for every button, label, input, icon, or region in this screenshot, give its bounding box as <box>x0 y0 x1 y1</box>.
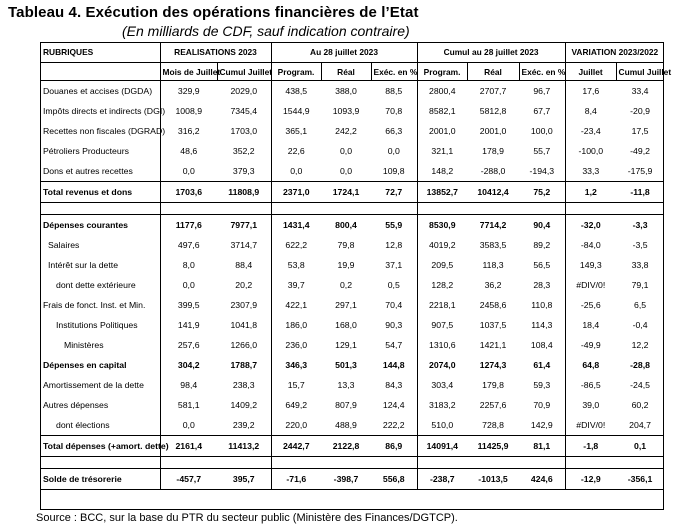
table-cell: 222,2 <box>382 420 405 430</box>
row-label: dont dette extérieure <box>40 275 160 295</box>
table-cell: 89,2 <box>533 240 551 250</box>
table-cell: 17,6 <box>565 81 616 102</box>
table-cell: 114,3 <box>531 320 553 330</box>
table-cell: 178,9 <box>482 146 504 156</box>
table-cell: 13,3 <box>337 380 355 390</box>
table-cell: 17,5 <box>631 126 649 136</box>
table-cell: 1037,5 <box>479 320 507 330</box>
table-cell: 118,3 <box>482 260 504 270</box>
table-cell: 100,0 <box>530 126 553 136</box>
table-cell: 11413,2 <box>217 436 271 457</box>
table-cell: 0,0 <box>387 146 400 156</box>
table-cell: 488,9 <box>335 420 357 430</box>
table-cell: 297,1 <box>335 300 357 310</box>
table-cell: 13852,7 <box>417 182 467 203</box>
table-cell: 3714,7 <box>230 240 258 250</box>
table-cell: 33,4 <box>631 86 649 96</box>
column-header: Cumul Juillet <box>616 63 664 81</box>
spacer-cell <box>519 203 565 215</box>
spacer-cell <box>371 457 417 469</box>
table-cell: 10412,4 <box>467 182 519 203</box>
table-row <box>40 81 664 102</box>
source-note: Source : BCC, sur la base du PTR du secteur public (Ministère des Finances/DGTCP). <box>36 512 458 524</box>
table-title: Tableau 4. Exécution des opérations financières de l’Etat <box>8 4 419 21</box>
table-cell: 20,2 <box>235 280 253 290</box>
table-cell: 59,3 <box>533 380 551 390</box>
table-cell: 8,0 <box>160 255 217 275</box>
table-cell: -3,3 <box>616 215 664 236</box>
table-cell: -1013,5 <box>467 469 519 490</box>
table-cell: 48,6 <box>160 141 217 161</box>
table-cell: 399,5 <box>160 295 217 315</box>
table-cell: 1041,8 <box>230 320 258 330</box>
spacer-row <box>40 457 664 469</box>
table-cell: -100,0 <box>565 141 616 161</box>
spacer-cell <box>217 457 271 469</box>
column-header: Exéc. en % <box>519 63 565 81</box>
table-cell: 4019,2 <box>417 235 467 255</box>
table-cell: 0,0 <box>271 161 321 182</box>
table-cell: 0,5 <box>387 280 400 290</box>
table-cell: 3583,5 <box>479 240 507 250</box>
table-cell: 2800,4 <box>417 81 467 102</box>
table-cell: 236,0 <box>271 335 321 355</box>
table-cell: -3,5 <box>632 240 648 250</box>
spacer-cell <box>417 457 467 469</box>
table-cell: 0,0 <box>160 275 217 295</box>
table-cell: 2257,6 <box>479 400 507 410</box>
row-label: Dons et autres recettes <box>40 161 160 182</box>
table-cell: 365,1 <box>271 121 321 141</box>
table-cell: 149,3 <box>565 255 616 275</box>
table-row <box>40 182 664 203</box>
column-header: Mois de Juillet <box>160 63 217 81</box>
spacer-row <box>40 203 664 215</box>
spacer-cell <box>467 457 519 469</box>
table-row <box>40 215 664 236</box>
spacer-cell <box>217 203 271 215</box>
table-cell: 98,4 <box>160 375 217 395</box>
row-label: Total revenus et dons <box>40 182 160 203</box>
row-label: Dépenses en capital <box>40 355 160 375</box>
table-cell: 142,9 <box>530 420 553 430</box>
table-cell: 1544,9 <box>271 101 321 121</box>
table-cell: 88,5 <box>385 86 403 96</box>
table-cell: -28,8 <box>630 360 650 370</box>
row-label: Dépenses courantes <box>40 215 160 236</box>
table-cell: 2122,8 <box>321 436 371 457</box>
table-cell: 220,0 <box>271 415 321 436</box>
table-row <box>40 235 664 255</box>
table-cell: 1724,1 <box>321 182 371 203</box>
table-cell: 807,9 <box>335 400 357 410</box>
rubriques-header: RUBRIQUES <box>40 42 160 63</box>
table-cell: 60,2 <box>631 400 649 410</box>
table-cell: 186,0 <box>271 315 321 335</box>
table-row <box>40 436 664 457</box>
table-cell: 2001,0 <box>479 126 507 136</box>
table-subtitle: (En milliards de CDF, sauf indication contraire) <box>122 23 410 39</box>
spacer-cell <box>40 457 160 469</box>
column-header: Cumul Juillet <box>217 63 271 81</box>
spacer-cell <box>616 203 664 215</box>
column-header: Juillet <box>565 63 616 81</box>
table-cell: 15,7 <box>271 375 321 395</box>
table-cell: 11808,9 <box>217 182 271 203</box>
table-cell: 90,4 <box>519 215 565 236</box>
table-cell: -175,9 <box>627 166 653 176</box>
row-label: Solde de trésorerie <box>40 469 160 490</box>
table-cell: 3183,2 <box>417 395 467 415</box>
table-cell: -1,8 <box>565 436 616 457</box>
table-cell: -238,7 <box>417 469 467 490</box>
table-cell: 379,3 <box>232 166 255 176</box>
table-cell: 67,7 <box>533 106 551 116</box>
table-cell: 346,3 <box>271 355 321 375</box>
table-cell: 0,2 <box>339 280 353 290</box>
row-label: Frais de fonct. Inst. et Min. <box>40 295 160 315</box>
table-cell: 70,4 <box>385 300 403 310</box>
table-cell: 209,5 <box>417 255 467 275</box>
table-cell: 352,2 <box>232 146 255 156</box>
table-cell: 33,8 <box>631 260 649 270</box>
row-label: Total dépenses (+amort. dette) <box>40 436 160 457</box>
table-cell: 14091,4 <box>417 436 467 457</box>
table-cell: -25,6 <box>565 295 616 315</box>
table-cell: 0,0 <box>160 415 217 436</box>
group-header: Cumul au 28 juillet 2023 <box>417 42 565 63</box>
table-cell: 1409,2 <box>230 400 258 410</box>
table-cell: 1008,9 <box>160 101 217 121</box>
table-cell: 39,0 <box>565 395 616 415</box>
table-cell: 1093,9 <box>332 106 360 116</box>
table-cell: 19,9 <box>337 260 355 270</box>
table-cell: 179,8 <box>482 380 504 390</box>
table-cell: 70,8 <box>385 106 403 116</box>
table-cell: -49,2 <box>630 146 650 156</box>
table-cell: -398,7 <box>321 469 371 490</box>
table-cell: 12,8 <box>385 240 403 250</box>
table-cell: 1421,1 <box>479 340 507 350</box>
table-cell: 168,0 <box>335 320 357 330</box>
table-cell: 0,1 <box>616 436 664 457</box>
row-label: Douanes et accises (DGDA) <box>40 81 160 102</box>
header-row-columns <box>40 63 664 81</box>
spacer-cell <box>467 203 519 215</box>
table-cell: 2442,7 <box>271 436 321 457</box>
table-cell: 64,8 <box>565 355 616 375</box>
table-cell: 329,9 <box>160 81 217 102</box>
column-header: Program. <box>271 63 321 81</box>
table-cell: 8530,9 <box>417 215 467 236</box>
table-cell: 316,2 <box>160 121 217 141</box>
table-row <box>40 275 664 295</box>
table-cell: 28,3 <box>533 280 551 290</box>
table-cell: 33,3 <box>565 161 616 182</box>
table-cell: -71,6 <box>271 469 321 490</box>
row-label: Institutions Politiques <box>40 315 160 335</box>
table-cell: -24,5 <box>630 380 650 390</box>
table-cell: 72,7 <box>371 182 417 203</box>
table-cell: 96,7 <box>533 86 551 96</box>
table-cell: 8582,1 <box>417 101 467 121</box>
table-cell: 321,1 <box>417 141 467 161</box>
table-cell: -32,0 <box>565 215 616 236</box>
row-label: Amortissement de la dette <box>40 375 160 395</box>
table-cell: 2307,9 <box>230 300 258 310</box>
table-cell: -194,3 <box>529 166 555 176</box>
spacer-cell <box>160 457 217 469</box>
table-cell: -23,4 <box>565 121 616 141</box>
table-cell: 388,0 <box>335 86 357 96</box>
table-cell: 2074,0 <box>417 355 467 375</box>
spacer-cell <box>417 203 467 215</box>
table-cell: #DIV/0! <box>565 415 616 436</box>
table-cell: 239,2 <box>232 420 255 430</box>
column-header: Réal <box>321 63 371 81</box>
column-header: Exéc. en % <box>371 63 417 81</box>
table-cell: 8,4 <box>565 101 616 121</box>
table-cell: 304,2 <box>160 355 217 375</box>
table-cell: 1703,0 <box>230 126 258 136</box>
table-cell: 2458,6 <box>479 300 507 310</box>
table-row <box>40 469 664 490</box>
table-cell: 2707,7 <box>479 86 507 96</box>
table-cell: 56,5 <box>533 260 551 270</box>
spacer-cell <box>616 457 664 469</box>
table-row <box>40 375 664 395</box>
spacer-cell <box>40 203 160 215</box>
table-cell: 7714,2 <box>467 215 519 236</box>
table-cell: 39,7 <box>271 275 321 295</box>
table-cell: -84,0 <box>565 235 616 255</box>
row-label: Intérêt sur la dette <box>40 255 160 275</box>
spacer-cell <box>565 203 616 215</box>
table-cell: -12,9 <box>565 469 616 490</box>
table-row <box>40 255 664 275</box>
table-cell: 7345,4 <box>230 106 258 116</box>
spacer-cell <box>565 457 616 469</box>
table-cell: 242,2 <box>335 126 357 136</box>
table-cell: 110,8 <box>531 300 553 310</box>
table-cell: -0,4 <box>632 320 648 330</box>
table-cell: 622,2 <box>271 235 321 255</box>
table-cell: 108,4 <box>530 340 553 350</box>
table-cell: 0,0 <box>339 166 353 176</box>
table-cell: 422,1 <box>271 295 321 315</box>
table-cell: 395,7 <box>217 469 271 490</box>
column-header: Program. <box>417 63 467 81</box>
table-cell: 501,3 <box>335 360 357 370</box>
header-row-groups <box>40 42 664 63</box>
row-label: Impôts directs et indirects (DGI) <box>40 101 160 121</box>
table-cell: -356,1 <box>616 469 664 490</box>
spacer-cell <box>271 457 321 469</box>
table-cell: 54,7 <box>385 340 403 350</box>
table-cell: -49,9 <box>565 335 616 355</box>
spacer-cell <box>271 203 321 215</box>
spacer-cell <box>321 457 371 469</box>
row-label: dont élections <box>40 415 160 436</box>
table-cell: 22,6 <box>271 141 321 161</box>
table-cell: 257,6 <box>160 335 217 355</box>
table-row <box>40 335 664 355</box>
table-cell: 75,2 <box>519 182 565 203</box>
table-cell: 55,7 <box>533 146 551 156</box>
table-cell: 1,2 <box>565 182 616 203</box>
table-cell: 556,8 <box>371 469 417 490</box>
table-cell: 79,8 <box>337 240 355 250</box>
table-cell: -288,0 <box>480 166 506 176</box>
table-cell: 129,1 <box>335 340 357 350</box>
row-label: Recettes non fiscales (DGRAD) <box>40 121 160 141</box>
table-cell: 2371,0 <box>271 182 321 203</box>
group-header: VARIATION 2023/2022 <box>565 42 664 63</box>
table-cell: -20,9 <box>630 106 650 116</box>
table-cell: 800,4 <box>321 215 371 236</box>
financial-operations-table <box>40 42 672 490</box>
table-cell: 581,1 <box>160 395 217 415</box>
table-row <box>40 121 664 141</box>
spacer-cell <box>371 203 417 215</box>
spacer-cell <box>519 457 565 469</box>
rubriques-header-blank <box>40 63 160 81</box>
table-cell: 144,8 <box>382 360 405 370</box>
table-cell: 79,1 <box>631 280 649 290</box>
table-cell: 11425,9 <box>467 436 519 457</box>
table-cell: 81,1 <box>519 436 565 457</box>
table-cell: 649,2 <box>271 395 321 415</box>
row-label: Ministères <box>40 335 160 355</box>
table-cell: 1431,4 <box>271 215 321 236</box>
table-cell: 84,3 <box>385 380 403 390</box>
row-label: Salaires <box>40 235 160 255</box>
table-cell: 1788,7 <box>230 360 258 370</box>
table-cell: 0,0 <box>160 161 217 182</box>
table-cell: 1703,6 <box>160 182 217 203</box>
spacer-cell <box>160 203 217 215</box>
table-cell: -86,5 <box>565 375 616 395</box>
table-row <box>40 355 664 375</box>
table-cell: 109,8 <box>382 166 405 176</box>
table-cell: 6,5 <box>634 300 647 310</box>
table-cell: 70,9 <box>533 400 551 410</box>
column-header: Réal <box>467 63 519 81</box>
table-cell: 86,9 <box>371 436 417 457</box>
table-cell: 88,4 <box>235 260 253 270</box>
table-cell: 90,3 <box>385 320 403 330</box>
table-cell: -11,8 <box>616 182 664 203</box>
table-cell: 36,2 <box>484 280 502 290</box>
table-cell: 424,6 <box>519 469 565 490</box>
table-cell: 2029,0 <box>230 86 258 96</box>
table-cell: 728,8 <box>482 420 504 430</box>
table-row <box>40 415 664 436</box>
table-cell: 1274,3 <box>479 360 507 370</box>
table-cell: #DIV/0! <box>565 275 616 295</box>
table-cell: 128,2 <box>417 275 467 295</box>
table-cell: 66,3 <box>385 126 403 136</box>
table-row <box>40 295 664 315</box>
table-cell: 497,6 <box>160 235 217 255</box>
table-cell: 1177,6 <box>160 215 217 236</box>
table-cell: 124,4 <box>382 400 405 410</box>
table-cell: 907,5 <box>417 315 467 335</box>
table-cell: 53,8 <box>271 255 321 275</box>
table-cell: 55,9 <box>371 215 417 236</box>
table-cell: 141,9 <box>160 315 217 335</box>
table-cell: -457,7 <box>160 469 217 490</box>
row-label: Autres dépenses <box>40 395 160 415</box>
table-cell: 1266,0 <box>230 340 258 350</box>
table-row <box>40 315 664 335</box>
table-row <box>40 101 664 121</box>
table-cell: 238,3 <box>232 380 255 390</box>
table-row <box>40 141 664 161</box>
table-cell: 1310,6 <box>417 335 467 355</box>
table-cell: 148,2 <box>417 161 467 182</box>
table-cell: 0,0 <box>339 146 353 156</box>
table-cell: 2218,1 <box>417 295 467 315</box>
table-cell: 2001,0 <box>417 121 467 141</box>
table-cell: 12,2 <box>631 340 649 350</box>
table-cell: 18,4 <box>565 315 616 335</box>
group-header: REALISATIONS 2023 <box>160 42 271 63</box>
table-cell: 303,4 <box>417 375 467 395</box>
table-row <box>40 161 664 182</box>
table-cell: 5812,8 <box>479 106 507 116</box>
table-cell: 2161,4 <box>160 436 217 457</box>
row-label: Pétroliers Producteurs <box>40 141 160 161</box>
group-header: Au 28 juillet 2023 <box>271 42 417 63</box>
table-cell: 7977,1 <box>217 215 271 236</box>
table-cell: 438,5 <box>271 81 321 102</box>
table-cell: 37,1 <box>385 260 403 270</box>
spacer-cell <box>321 203 371 215</box>
table-row <box>40 395 664 415</box>
table-cell: 510,0 <box>417 415 467 436</box>
table-cell: 204,7 <box>629 420 651 430</box>
table-cell: 61,4 <box>533 360 551 370</box>
